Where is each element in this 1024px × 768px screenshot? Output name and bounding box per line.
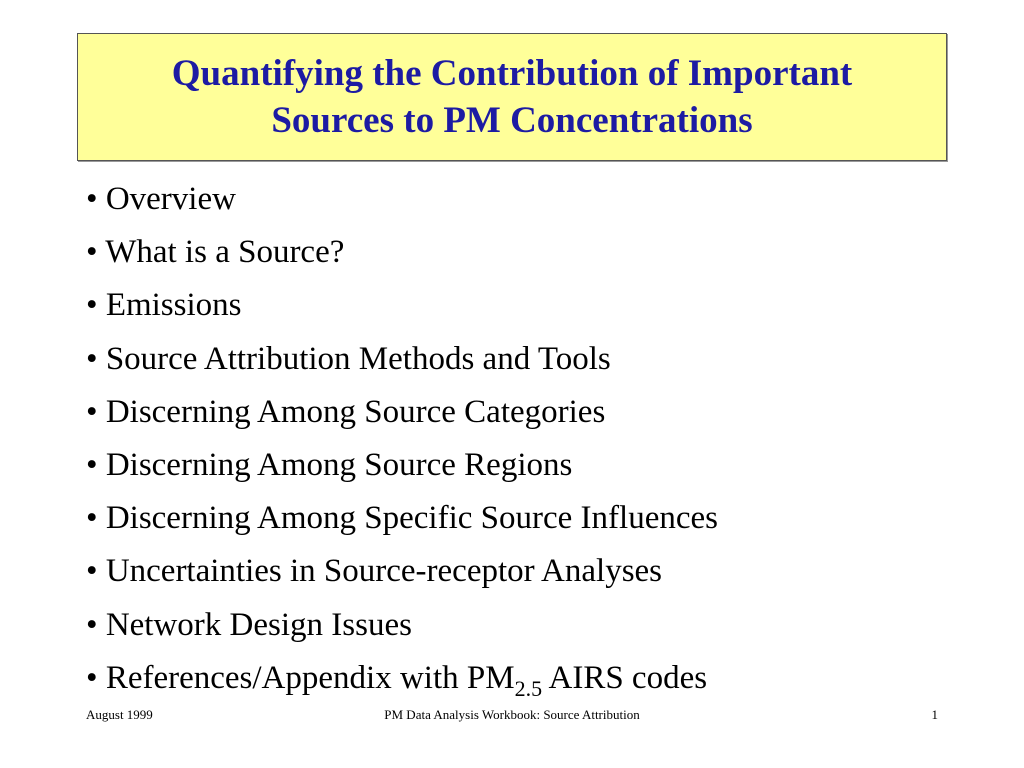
pm-subscript: 2.5 — [514, 675, 543, 701]
slide-title-line-2: Sources to PM Concentrations — [271, 100, 753, 141]
footer-page-number: 1 — [931, 707, 938, 722]
bullet-text: Emissions — [105, 287, 242, 324]
bullet-item-references — [86, 652, 718, 705]
bullet-text: Network Design Issues — [105, 606, 412, 643]
bullet-text: Discerning Among Source Categories — [105, 393, 606, 430]
bullet-marker: • — [86, 340, 98, 377]
bullet-item — [86, 439, 718, 492]
bullet-text: Source Attribution Methods and Tools — [105, 340, 611, 377]
bullet-text-prefix: References/Appendix with PM — [105, 659, 515, 696]
footer-date: August 1999 — [86, 707, 153, 722]
bullet-text: Uncertainties in Source-receptor Analyses — [105, 553, 663, 590]
bullet-marker: • — [86, 287, 98, 324]
title-box — [77, 33, 947, 161]
bullet-text: What is a Source? — [105, 234, 345, 271]
bullet-marker: • — [86, 659, 98, 696]
bullet-item — [86, 173, 718, 226]
bullet-item — [86, 545, 718, 598]
bullet-item — [86, 333, 718, 386]
bullet-marker: • — [86, 606, 98, 643]
bullet-marker: • — [86, 447, 98, 484]
bullet-item — [86, 226, 718, 279]
bullet-marker: • — [86, 500, 98, 537]
bullet-marker: • — [86, 181, 98, 217]
footer-title: PM Data Analysis Workbook: Source Attribution — [384, 707, 640, 722]
bullet-list — [86, 173, 718, 705]
bullet-text: Discerning Among Source Regions — [105, 447, 573, 484]
bullet-text-suffix: AIRS codes — [542, 659, 708, 696]
bullet-item — [86, 386, 718, 439]
bullet-text: Discerning Among Specific Source Influences — [105, 500, 718, 537]
bullet-item — [86, 599, 718, 652]
bullet-item — [86, 279, 718, 332]
bullet-marker: • — [86, 393, 98, 430]
bullet-marker: • — [86, 553, 98, 590]
slide-title-line-1: Quantifying the Contribution of Important — [171, 53, 853, 94]
bullet-text: Overview — [105, 181, 236, 217]
bullet-marker: • — [86, 234, 98, 271]
bullet-item — [86, 492, 718, 545]
